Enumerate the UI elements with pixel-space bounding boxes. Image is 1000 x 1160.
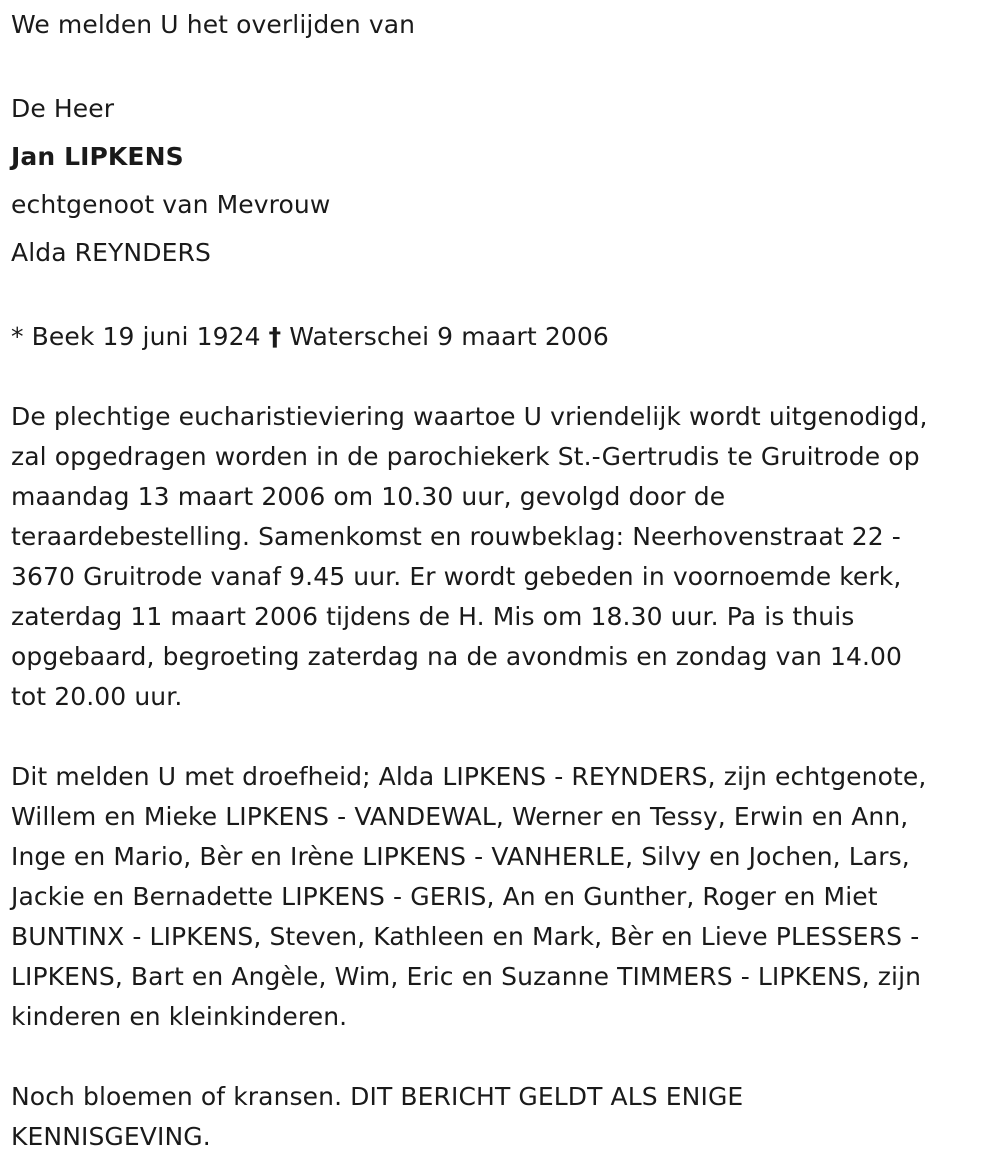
closing-line: Noch bloemen of kransen. DIT BERICHT GELDT ALS ENIGE: [11, 1082, 744, 1111]
family-line: kinderen en kleinkinderen.: [11, 1002, 348, 1031]
ceremony-line: 3670 Gruitrode vanaf 9.45 uur. Er wordt gebeden in voornoemde kerk,: [11, 562, 902, 591]
spouse-line-1: echtgenoot van Mevrouw: [11, 190, 331, 219]
spacer: [11, 1037, 991, 1077]
cross-icon: †: [268, 322, 282, 351]
birth-text: * Beek 19 juni 1924: [11, 322, 261, 351]
ceremony-line: De plechtige eucharistieviering waartoe U vriendelijk wordt uitgenodigd,: [11, 402, 928, 431]
ceremony-line: zaterdag 11 maart 2006 tijdens de H. Mis om 18.30 uur. Pa is thuis: [11, 602, 855, 631]
ceremony-line: zal opgedragen worden in de parochiekerk St.-Gertrudis te Gruitrode op: [11, 442, 920, 471]
ceremony-line: tot 20.00 uur.: [11, 682, 183, 711]
spouse-line-2: Alda REYNDERS: [11, 238, 211, 267]
honorific: De Heer: [11, 94, 115, 123]
ceremony-line: teraardebestelling. Samenkomst en rouwbeklag: Neerhovenstraat 22 -: [11, 522, 901, 551]
family-line: Willem en Mieke LIPKENS - VANDEWAL, Werner en Tessy, Erwin en Ann,: [11, 802, 909, 831]
spacer: [11, 277, 991, 317]
intro-text: We melden U het overlijden van: [11, 10, 416, 39]
deceased-name: Jan LIPKENS: [11, 142, 184, 171]
family-paragraph: [11, 757, 991, 1037]
closing-line: KENNISGEVING.: [11, 1122, 211, 1151]
closing-paragraph: [11, 1077, 991, 1157]
death-notice: [11, 5, 991, 1157]
family-line: LIPKENS, Bart en Angèle, Wim, Eric en Suzanne TIMMERS - LIPKENS, zijn: [11, 962, 922, 991]
family-line: Jackie en Bernadette LIPKENS - GERIS, An en Gunther, Roger en Miet: [11, 882, 878, 911]
spacer: [11, 45, 991, 85]
birth-death-line: [11, 317, 991, 357]
ceremony-paragraph: [11, 397, 991, 717]
ceremony-line: maandag 13 maart 2006 om 10.30 uur, gevolgd door de: [11, 482, 726, 511]
family-line: BUNTINX - LIPKENS, Steven, Kathleen en Mark, Bèr en Lieve PLESSERS -: [11, 922, 920, 951]
family-line: Dit melden U met droefheid; Alda LIPKENS - REYNDERS, zijn echtgenote,: [11, 762, 927, 791]
spacer: [11, 717, 991, 757]
death-text: Waterschei 9 maart 2006: [289, 322, 609, 351]
family-line: Inge en Mario, Bèr en Irène LIPKENS - VANHERLE, Silvy en Jochen, Lars,: [11, 842, 910, 871]
ceremony-line: opgebaard, begroeting zaterdag na de avondmis en zondag van 14.00: [11, 642, 903, 671]
spacer: [11, 357, 991, 397]
